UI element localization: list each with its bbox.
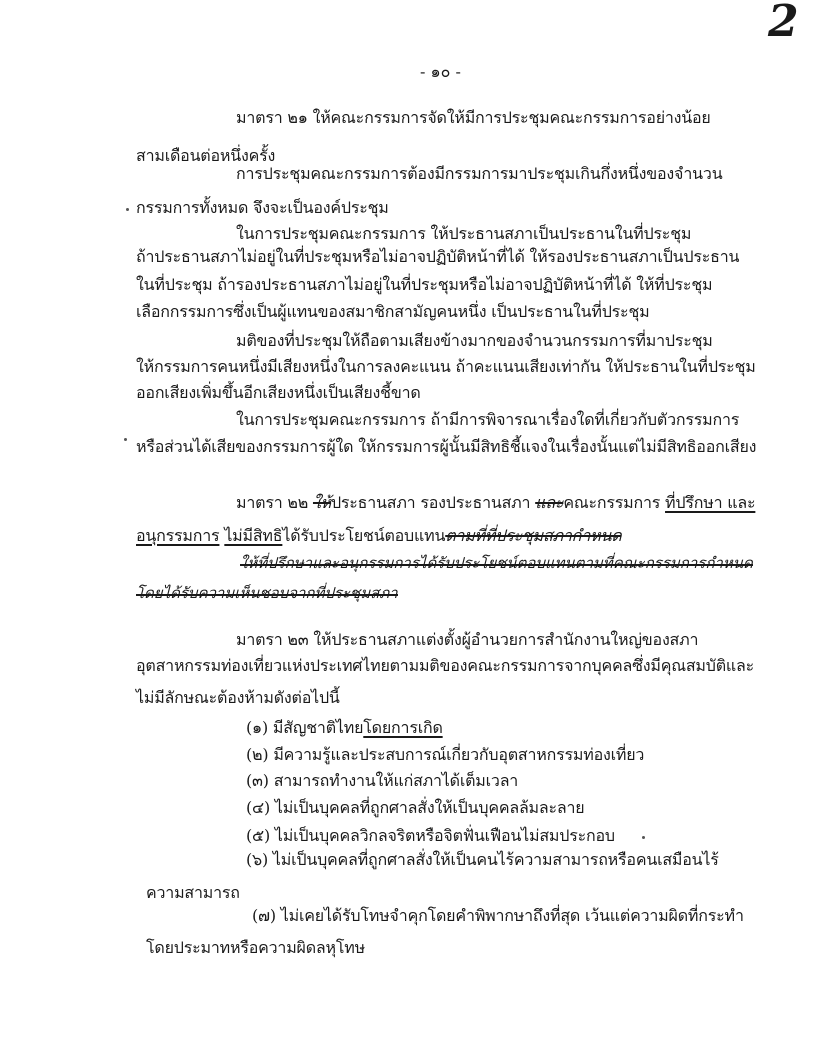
sec22-text-3: ได้รับประโยชน์ตอบแทน <box>282 526 446 545</box>
sec22-struck-line-4: โดยได้รับความเห็นชอบจากที่ประชุมสภา <box>136 584 398 602</box>
sec21-line-8: เลือกกรรมการซึ่งเป็นผู้แทนของสมาชิกสามัญคนหนึ่ง เป็นประธานในที่ประชุม <box>136 302 650 321</box>
sec22-heading: มาตรา ๒๒ <box>236 493 313 512</box>
sec23-item-5: (๕) ไม่เป็นบุคคลวิกลจริตหรือจิตฟั่นเฟือนไม่สมประกอบ <box>246 826 615 845</box>
sec21-line-11: ออกเสียงเพิ่มขึ้นอีกเสียงหนึ่งเป็นเสียงชี้ขาด <box>136 383 421 402</box>
sec23-item-4: (๔) ไม่เป็นบุคคลที่ถูกศาลสั่งให้เป็นบุคคลล้มละลาย <box>246 798 585 817</box>
sec23-item-7: (๗) ไม่เคยได้รับโทษจำคุกโดยคำพิพากษาถึงที่สุด เว้นแต่ความผิดที่กระทำ <box>252 906 744 925</box>
sec22-line-1 <box>236 493 755 513</box>
scan-speck <box>126 208 129 211</box>
sec23-line-3: ไม่มีลักษณะต้องห้ามดังต่อไปนี้ <box>136 688 340 707</box>
sec23-item-6-cont: ความสามารถ <box>146 883 240 902</box>
sec23-item-2: (๒) มีความรู้และประสบการณ์เกี่ยวกับอุตสาหกรรมท่องเที่ยว <box>246 745 645 764</box>
sec22-underlined-subcommittee: อนุกรรมการ <box>136 526 220 545</box>
sec21-line-1: มาตรา ๒๑ ให้คณะกรรมการจัดให้มีการประชุมคณะกรรมการอย่างน้อย <box>236 108 711 127</box>
sec22-text-2: คณะกรรมการ <box>563 493 666 512</box>
sec21-line-2: สามเดือนต่อหนึ่งครั้ง <box>136 146 276 165</box>
sec21-line-4: กรรมการทั้งหมด จึงจะเป็นองค์ประชุม <box>136 198 389 217</box>
sec21-line-6: ถ้าประธานสภาไม่อยู่ในที่ประชุมหรือไม่อาจปฏิบัติหน้าที่ได้ ให้รองประธานสภาเป็นประธาน <box>136 247 740 266</box>
sec22-text: ประธานสภา รองประธานสภา <box>330 493 536 512</box>
sec23-item-1 <box>246 718 443 738</box>
sec22-struck-word-1: ให้ <box>312 493 331 512</box>
scan-speck <box>124 438 127 441</box>
scan-speck <box>642 836 645 839</box>
sec21-line-9: มติของที่ประชุมให้ถือตามเสียงข้างมากของจำนวนกรรมการที่มาประชุม <box>236 331 713 350</box>
sec21-line-13: หรือส่วนได้เสียของกรรมการผู้ใด ให้กรรมการผู้นั้นมีสิทธิชี้แจงในเรื่องนั้นแต่ไม่มีสิทธิออกเสียง <box>136 437 757 456</box>
sec22-struck-word-2: และ <box>535 493 564 512</box>
sec23-item-1-underlined: โดยการเกิด <box>363 718 443 737</box>
sec23-line-2: อุตสาหกรรมท่องเที่ยวแห่งประเทศไทยตามมติของคณะกรรมการจากบุคคลซึ่งมีคุณสมบัติและ <box>136 656 755 675</box>
sec23-item-7-cont: โดยประมาทหรือความผิดลหุโทษ <box>146 938 365 957</box>
sec21-line-10: ให้กรรมการคนหนึ่งมีเสียงหนึ่งในการลงคะแนน ถ้าคะแนนเสียงเท่ากัน ให้ประธานในที่ประชุม <box>136 357 756 376</box>
sec21-line-3: การประชุมคณะกรรมการต้องมีกรรมการมาประชุมเกินกึ่งหนึ่งของจำนวน <box>236 164 723 183</box>
sec22-underlined-advisors: ที่ปรึกษา และ <box>665 493 756 512</box>
sec21-line-5: ในการประชุมคณะกรรมการ ให้ประธานสภาเป็นประธานในที่ประชุม <box>236 224 692 243</box>
sec22-struck-line-3: ให้ที่ปรึกษาและอนุกรรมการได้รับประโยชน์ตอบแทนตามที่คณะกรรมการกำหนด <box>240 554 753 572</box>
sec23-line-1: มาตรา ๒๓ ให้ประธานสภาแต่งตั้งผู้อำนวยการสำนักงานใหญ่ของสภา <box>236 630 699 649</box>
sec22-struck-phrase: ตามที่ที่ประชุมสภากำหนด <box>445 526 622 545</box>
handwritten-corner-mark: 2 <box>768 0 799 47</box>
sec22-line-2 <box>136 526 621 546</box>
sec22-underlined-no-right: ไม่มีสิทธิ <box>224 526 283 545</box>
sec23-item-1-text: (๑) มีสัญชาติไทย <box>246 718 364 737</box>
sec21-line-7: ในที่ประชุม ถ้ารองประธานสภาไม่อยู่ในที่ประชุมหรือไม่อาจปฏิบัติหน้าที่ได้ ให้ที่ประชุม <box>136 275 713 294</box>
sec21-line-12: ในการประชุมคณะกรรมการ ถ้ามีการพิจารณาเรื่องใดที่เกี่ยวกับตัวกรรมการ <box>236 410 740 429</box>
sec23-item-3: (๓) สามารถทำงานให้แก่สภาได้เต็มเวลา <box>246 771 519 790</box>
sec23-item-6: (๖) ไม่เป็นบุคคลที่ถูกศาลสั่งให้เป็นคนไร้ความสามารถหรือคนเสมือนไร้ <box>246 850 719 869</box>
page-number: - ๑๐ - <box>420 62 461 81</box>
